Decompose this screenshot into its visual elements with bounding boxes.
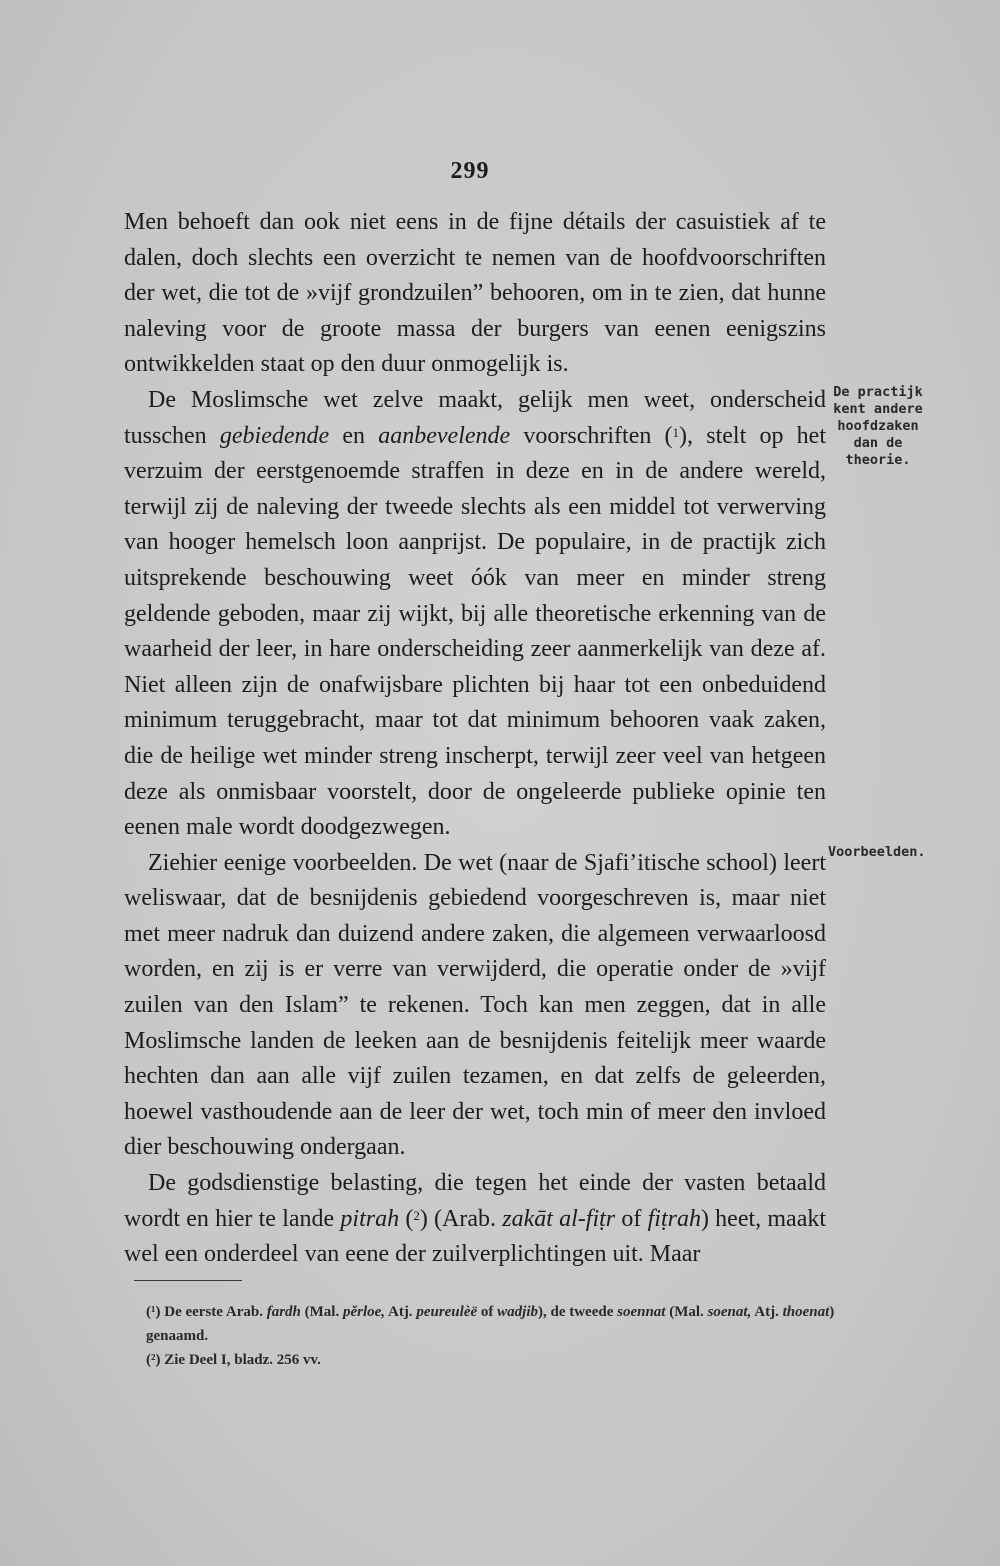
footnote-1-text: of [477,1304,498,1320]
paragraph-4-text: of [615,1205,648,1232]
term-soenat: soenat, [707,1304,752,1320]
footnote-2-text: Zie Deel I, bladz. 256 vv. [160,1352,321,1368]
term-peureulee: peureulèë [416,1304,478,1320]
margin-note-line: kent andere [833,401,923,417]
paragraph-2-text: ), stelt op het verzuim der eerstgenoemde straffen in deze en in de andere wereld, terwijl zij de naleving der tweede slechts als een middel tot verwerving van hooger hemelsch loon aanprijst. De populaire, in de practijk zich uitsprekende beschouwing weet óók van meer en minder streng geldende geboden, maar zij wijkt, bij alle theoretische erkenning van de waarheid der leer, in hare onderscheiding zeer aanmerkelijk van deze af. Niet alleen zijn de onafwijsbare plichten bij haar tot een onbeduidend minimum teruggebracht, maar tot dat minimum behooren vaak zaken, die de heilige wet minder streng inscherpt, terwijl zeer veel van hetgeen deze als onmisbaar voorstelt, door de ongeleerde publieke opinie ten eenen male wordt doodgezwegen. [124,422,826,841]
paragraph-2-text: De Moslimsche wet zelve maakt, gelijk men weet, onderscheid tusschen [124,386,826,449]
footnote-1-text: (Mal. [300,1304,343,1320]
term-gebiedende: gebiedende [219,422,330,449]
paragraph-3: Ziehier eenige voorbeelden. De wet (naar de Sjafi’itische school) leert weliswaar, dat de besnijdenis gebiedend voorgeschreven is, maar niet met meer nadruk dan duizend andere zaken, die algemeen verwaarloosd worden, en zij is er verre van verwijderd, die operatie onder de »vijf zuilen van den Islam” te rekenen. Toch kan men zeggen, dat in alle Moslimsche landen de leeken aan de besnijdenis feitelijk meer waarde hechten dan aan alle vijf zuilen tezamen, en dat zelfs de geleerden, hoewel vasthoudende aan de leer der wet, toch min of meer den invloed dier beschouwing ondergaan. [124,849,826,1161]
footnote-2-marker: (²) [146,1352,161,1368]
paragraph-4 [124,1166,826,1273]
footnote-1 [130,1300,840,1348]
paragraph-1: Men behoeft dan ook niet eens in de fijne détails der casuistiek af te dalen, doch slechts een overzicht te nemen van de hoofdvoorschriften der wet, die tot de »vijf grondzuilen” behooren, om in te zien, dat hunne naleving voor de groote massa der burgers van eenen eenigszins ontwikkelden staat op den duur onmogelijk is. [124,209,826,378]
footnote-1-text: Atj. [751,1304,783,1320]
margin-note-voorbeelden: Voorbeelden. [828,844,926,860]
paragraph-4-text: De godsdienstige belasting, die tegen het einde der vasten betaald wordt en hier te lande [124,1170,826,1232]
footnote-ref-1[interactable]: 1 [672,424,680,440]
footnote-ref-2[interactable]: 2 [413,1207,420,1223]
paragraph-4-text: ) (Arab. [419,1205,503,1232]
footnote-divider [134,1280,242,1281]
margin-note-practijk [818,384,938,469]
term-fardh: fardh [266,1304,301,1320]
term-zakat-al-fitr: zakāt al-fiṭr [502,1205,616,1232]
term-aanbevelende: aanbevelende [378,422,511,449]
footnote-2 [130,1348,840,1372]
footnote-1-text: De eerste Arab. [160,1304,267,1320]
term-pitrah: pitrah [340,1205,400,1232]
paragraph-2-text: en [329,422,379,449]
paragraph-4-text: ) heet, maakt wel een onderdeel van eene der zuilverplichtingen uit. Maar [124,1205,827,1268]
margin-note-line: hoofdzaken [837,418,919,434]
main-text [124,205,826,1273]
term-soennat: soennat [617,1304,666,1320]
footnote-1-text: Atj. [385,1304,417,1320]
footnote-1-text: ) genaamd. [146,1304,835,1344]
margin-note-line: De practijk [833,384,923,400]
paragraph-4-text: ( [399,1205,414,1232]
footnote-1-marker: (¹) [146,1304,161,1320]
page-number: 299 [450,158,490,184]
footnotes [130,1300,840,1372]
margin-note-line: dan de [853,435,903,451]
term-wadjib: wadjib [497,1304,538,1320]
footnote-1-text: ), de tweede [537,1304,618,1320]
margin-note-line: theorie. [845,452,911,468]
term-fitrah: fiṭrah [647,1205,701,1232]
term-perloe: pĕrloe, [342,1304,386,1320]
paragraph-2 [124,383,826,846]
term-thoenat: thoenat [782,1304,830,1320]
footnote-1-text: (Mal. [665,1304,708,1320]
paragraph-2-text: voorschriften ( [510,422,673,449]
